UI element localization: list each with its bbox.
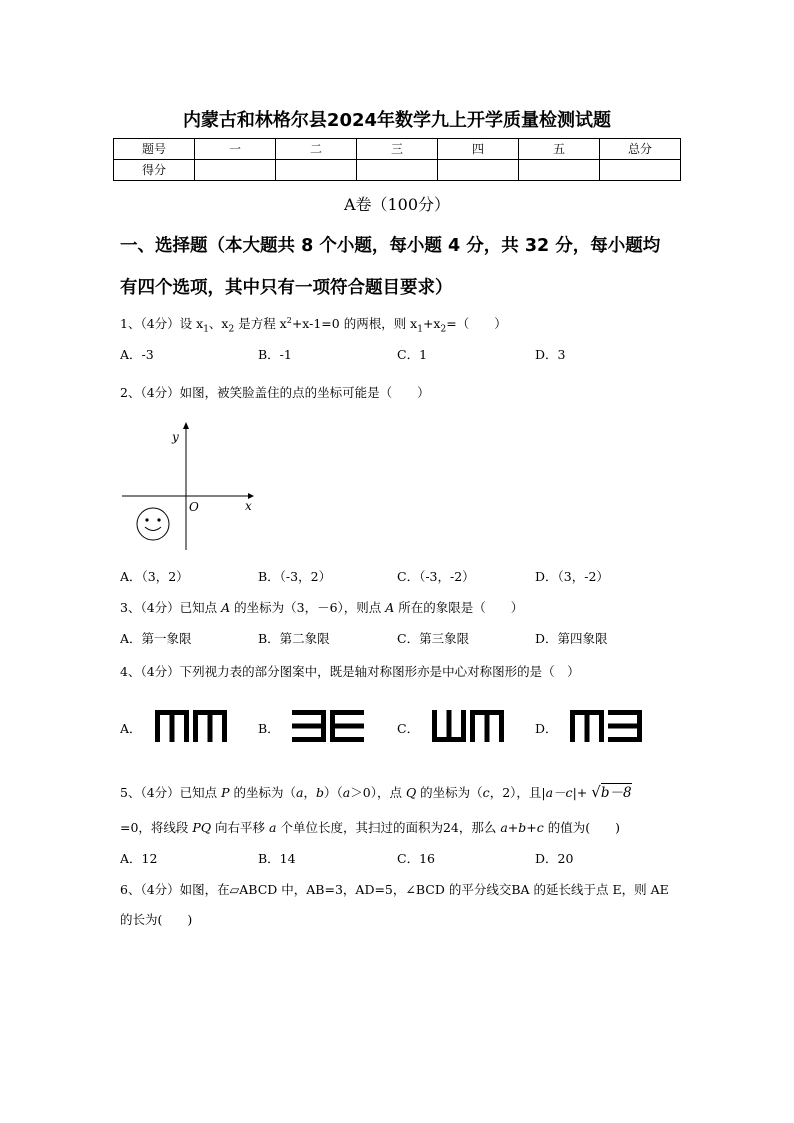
question-5-text-line2: =0，将线段 PQ 向右平移 a 个单位长度，其扫过的面积为24，那么 a+b+c 的值为( ) <box>120 820 620 835</box>
q4-option-d-label[interactable]: D． <box>535 721 558 736</box>
part1-heading-line2: 有四个选项，其中只有一项符合题目要求） <box>120 278 453 298</box>
score-cell[interactable] <box>438 160 519 181</box>
score-cell[interactable] <box>600 160 681 181</box>
score-header-cell: 二 <box>276 139 357 160</box>
question-5-text-line1: 5、（4分）已知点 P 的坐标为（a，b）（a＞0），点 Q 的坐标为（c，2），且|a－c|+ √b－8 <box>120 783 632 801</box>
score-cell[interactable] <box>519 160 600 181</box>
q4-option-c-wm-figure[interactable] <box>432 710 504 742</box>
question-6-text-line1: 6、（4分）如图，在▱ABCD 中，AB=3，AD=5，∠BCD 的平分线交BA 的延长线于点 E，则 AE <box>120 882 669 897</box>
question-1-text: 1、（4分）设 $x_1$、$x_2$ 是方程 $x^2+x-1=0$ 的两根，则 $x_1+x_2=$（ ） <box>120 315 507 335</box>
score-header-cell: 四 <box>438 139 519 160</box>
origin-label: O <box>189 500 199 514</box>
q4-option-b-3e-figure[interactable] <box>292 710 364 742</box>
score-header-cell: 五 <box>519 139 600 160</box>
x-axis-label: x <box>245 499 252 513</box>
q1-option-b[interactable]: B．-1 <box>258 347 292 362</box>
smiley-face-icon <box>137 508 169 540</box>
q5-option-b[interactable]: B．14 <box>258 851 296 866</box>
question-2-text: 2、（4分）如图，被笑脸盖住的点的坐标可能是（ ） <box>120 385 430 400</box>
q4-option-b-label[interactable]: B． <box>258 721 280 736</box>
score-header-cell: 总分 <box>600 139 681 160</box>
q3-option-a[interactable]: A．第一象限 <box>120 631 192 646</box>
score-header-cell: 一 <box>195 139 276 160</box>
question-3-text: 3、（4分）已知点 A 的坐标为（3，－6），则点 A 所在的象限是（ ） <box>120 600 524 615</box>
score-table <box>113 138 681 181</box>
y-axis-label: y <box>172 430 179 444</box>
q2-option-b[interactable]: B．（-3，2） <box>258 569 332 584</box>
question-6-text-line2: 的长为( ) <box>120 912 193 927</box>
q2-option-a[interactable]: A．（3，2） <box>120 569 189 584</box>
q4-option-a-mm-figure[interactable] <box>155 710 227 742</box>
q5-option-a[interactable]: A．12 <box>120 851 158 866</box>
score-cell[interactable] <box>195 160 276 181</box>
q4-option-c-label[interactable]: C． <box>397 721 420 736</box>
q2-option-c[interactable]: C．（-3，-2） <box>397 569 475 584</box>
q3-option-c[interactable]: C．第三象限 <box>397 631 470 646</box>
q3-option-b[interactable]: B．第二象限 <box>258 631 330 646</box>
score-header-cell: 题号 <box>114 139 195 160</box>
score-table-score-row <box>114 160 681 181</box>
y-axis-arrow-icon <box>183 422 189 429</box>
q1-option-a[interactable]: A．-3 <box>120 347 154 362</box>
sqrt-radicand: b－8 <box>600 785 632 801</box>
section-a-heading: A卷（100分） <box>343 195 451 214</box>
sqrt-symbol: √ <box>591 783 601 801</box>
q2-option-d[interactable]: D．（3，-2） <box>535 569 609 584</box>
q1-option-d[interactable]: D．3 <box>535 347 566 362</box>
score-cell[interactable] <box>357 160 438 181</box>
score-table-header-row <box>114 139 681 160</box>
q4-option-d-m3-figure[interactable] <box>570 710 642 742</box>
question-4-text: 4、（4分）下列视力表的部分图案中，既是轴对称图形亦是中心对称图形的是（ ） <box>120 664 580 679</box>
score-cell[interactable] <box>276 160 357 181</box>
q1-option-c[interactable]: C．1 <box>397 347 428 362</box>
score-header-cell: 三 <box>357 139 438 160</box>
q3-option-d[interactable]: D．第四象限 <box>535 631 608 646</box>
q5-option-d[interactable]: D．20 <box>535 851 574 866</box>
q5-option-c[interactable]: C．16 <box>397 851 435 866</box>
score-row-label: 得分 <box>114 160 195 181</box>
exam-title: 内蒙古和林格尔县2024年数学九上开学质量检测试题 <box>182 110 612 131</box>
q4-option-a-label[interactable]: A． <box>120 721 142 736</box>
part1-heading-line1: 一、选择题（本大题共 8 个小题，每小题 4 分，共 32 分，每小题均 <box>120 236 661 256</box>
q2-coordinate-figure <box>118 420 258 555</box>
